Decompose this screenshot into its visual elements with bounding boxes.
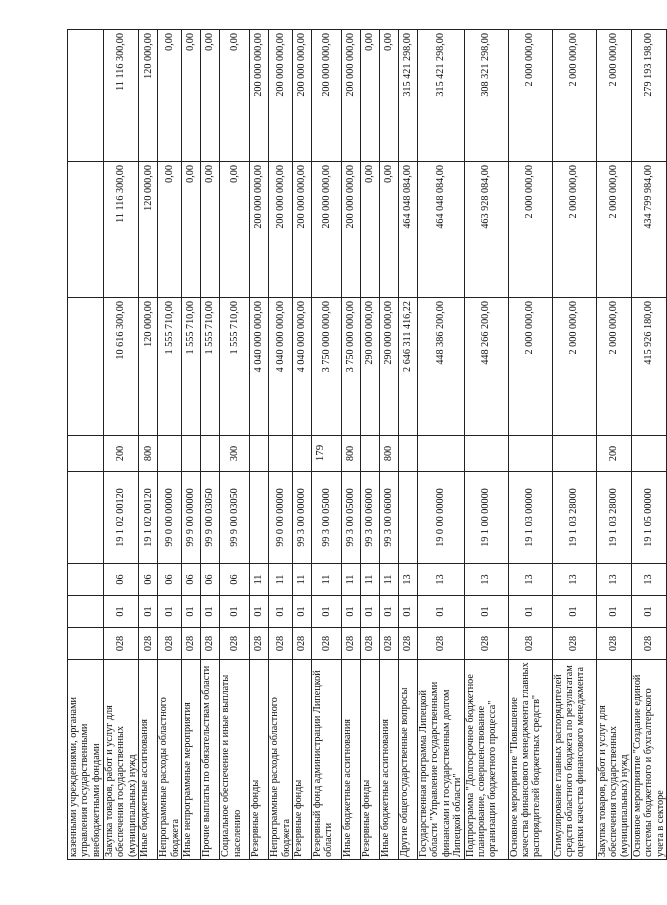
target-article-cell: 99 9 00 00000 [182,472,201,564]
ministry-code-cell: 028 [417,628,464,660]
expense-type-cell [292,436,311,472]
table-row [139,30,158,860]
expense-type-cell [68,436,104,472]
amount-year-1-cell: 120 000,00 [139,298,158,436]
target-article-cell: 99 3 00 00000 [292,472,311,564]
section-code-cell: 01 [360,596,379,628]
subsection-code-cell [68,564,104,596]
expense-type-cell [182,436,201,472]
amount-year-2-cell: 463 928 084,00 [464,162,508,298]
row-name-cell: Непрограммные расходы областного бюджета [269,660,293,860]
amount-year-1-cell: 4 040 000 000,00 [250,298,269,436]
row-name-cell: Иные бюджетные ассигнования [341,660,360,860]
expense-type-cell [552,436,596,472]
amount-year-1-cell: 2 000 000,00 [596,298,631,436]
amount-year-3-cell: 200 000 000,00 [311,30,341,162]
amount-year-2-cell: 11 116 300,00 [104,162,139,298]
table-row [68,30,104,860]
ministry-code-cell: 028 [269,628,293,660]
amount-year-2-cell: 464 048 084,00 [398,162,417,298]
table-row [596,30,631,860]
subsection-code-cell: 11 [360,564,379,596]
subsection-code-cell: 11 [292,564,311,596]
expense-type-cell: 200 [596,436,631,472]
amount-year-3-cell: 279 193 198,00 [631,30,666,162]
ministry-code-cell: 028 [552,628,596,660]
amount-year-3-cell: 0,00 [360,30,379,162]
target-article-cell: 19 1 00 00000 [464,472,508,564]
section-code-cell: 01 [201,596,220,628]
amount-year-2-cell: 120 000,00 [139,162,158,298]
page-number: 179 [314,444,326,462]
target-article-cell: 99 3 00 05000 [341,472,360,564]
subsection-code-cell: 06 [182,564,201,596]
expense-type-cell: 300 [220,436,250,472]
ministry-code-cell: 028 [139,628,158,660]
amount-year-1-cell: 1 555 710,00 [201,298,220,436]
amount-year-1-cell: 290 000 000,00 [360,298,379,436]
ministry-code-cell: 028 [182,628,201,660]
expense-type-cell [311,436,341,472]
ministry-code-cell: 028 [631,628,666,660]
budget-table-rotated [67,30,666,860]
expense-type-cell: 800 [379,436,398,472]
target-article-cell: 19 1 03 28000 [552,472,596,564]
amount-year-2-cell [68,162,104,298]
target-article-cell [68,472,104,564]
row-name-cell: Закупка товаров, работ и услуг для обеспечения государственных (муниципальных) нужд [596,660,631,860]
section-code-cell: 01 [341,596,360,628]
subsection-code-cell: 06 [158,564,182,596]
row-name-cell: казенными учреждениями, органами управления государственными внебюджетными фондами [68,660,104,860]
amount-year-2-cell: 0,00 [379,162,398,298]
ministry-code-cell: 028 [158,628,182,660]
amount-year-3-cell: 200 000 000,00 [269,30,293,162]
amount-year-3-cell: 200 000 000,00 [250,30,269,162]
amount-year-3-cell: 2 000 000,00 [508,30,552,162]
ministry-code-cell: 028 [360,628,379,660]
subsection-code-cell: 11 [311,564,341,596]
amount-year-1-cell: 448 266 200,00 [464,298,508,436]
amount-year-2-cell: 434 799 984,00 [631,162,666,298]
section-code-cell: 01 [417,596,464,628]
amount-year-2-cell: 0,00 [158,162,182,298]
target-article-cell: 99 3 00 05000 [311,472,341,564]
expense-type-cell [269,436,293,472]
row-name-cell: Подпрограмма "Долгосрочное бюджетное планирование, совершенствование организации бюджетного процесса" [464,660,508,860]
section-code-cell: 01 [182,596,201,628]
amount-year-1-cell: 1 555 710,00 [158,298,182,436]
target-article-cell: 19 1 03 00000 [508,472,552,564]
ministry-code-cell: 028 [596,628,631,660]
expense-type-cell [360,436,379,472]
table-row [292,30,311,860]
table-row [341,30,360,860]
table-row [379,30,398,860]
amount-year-2-cell: 200 000 000,00 [250,162,269,298]
subsection-code-cell: 13 [508,564,552,596]
table-row [398,30,417,860]
table-row [508,30,552,860]
section-code-cell: 01 [398,596,417,628]
ministry-code-cell: 028 [292,628,311,660]
row-name-cell: Основное мероприятие "Повышение качества финансового менеджмента главных распорядителей бюджетных средств" [508,660,552,860]
target-article-cell: 99 9 00 03050 [201,472,220,564]
amount-year-3-cell: 0,00 [379,30,398,162]
expense-type-cell [158,436,182,472]
section-code-cell: 01 [379,596,398,628]
subsection-code-cell: 13 [464,564,508,596]
amount-year-1-cell: 448 386 200,00 [417,298,464,436]
section-code-cell: 01 [220,596,250,628]
ministry-code-cell: 028 [250,628,269,660]
row-name-cell: Закупка товаров, работ и услуг для обеспечения государственных (муниципальных) нужд [104,660,139,860]
subsection-code-cell: 13 [417,564,464,596]
section-code-cell: 01 [250,596,269,628]
table-row [552,30,596,860]
amount-year-3-cell: 0,00 [201,30,220,162]
amount-year-3-cell: 200 000 000,00 [341,30,360,162]
amount-year-2-cell: 2 000 000,00 [508,162,552,298]
expense-type-cell [398,436,417,472]
target-article-cell: 19 1 02 00120 [104,472,139,564]
row-name-cell: Другие общегосударственные вопросы [398,660,417,860]
amount-year-2-cell: 2 000 000,00 [552,162,596,298]
subsection-code-cell: 11 [269,564,293,596]
row-name-cell: Резервные фонды [250,660,269,860]
amount-year-2-cell: 0,00 [360,162,379,298]
expense-type-cell: 200 [104,436,139,472]
row-name-cell: Непрограммные расходы областного бюджета [158,660,182,860]
amount-year-3-cell: 200 000 000,00 [292,30,311,162]
table-row [250,30,269,860]
expense-type-cell [250,436,269,472]
row-name-cell: Резервные фонды [360,660,379,860]
ministry-code-cell: 028 [201,628,220,660]
section-code-cell: 01 [104,596,139,628]
amount-year-2-cell: 200 000 000,00 [269,162,293,298]
target-article-cell: 99 0 00 00000 [158,472,182,564]
section-code-cell: 01 [311,596,341,628]
subsection-code-cell: 11 [250,564,269,596]
section-code-cell: 01 [139,596,158,628]
amount-year-1-cell: 415 926 180,00 [631,298,666,436]
expense-type-cell: 800 [341,436,360,472]
amount-year-2-cell: 2 000 000,00 [596,162,631,298]
table-row [464,30,508,860]
ministry-code-cell: 028 [311,628,341,660]
amount-year-3-cell: 315 421 298,00 [398,30,417,162]
target-article-cell: 99 9 00 03050 [220,472,250,564]
amount-year-2-cell: 464 048 084,00 [417,162,464,298]
target-article-cell: 19 1 05 00000 [631,472,666,564]
ministry-code-cell [68,628,104,660]
ministry-code-cell: 028 [341,628,360,660]
target-article-cell [250,472,269,564]
subsection-code-cell: 06 [201,564,220,596]
expense-type-cell [464,436,508,472]
amount-year-1-cell: 1 555 710,00 [182,298,201,436]
row-name-cell: Прочие выплаты по обязательствам области [201,660,220,860]
amount-year-3-cell: 120 000,00 [139,30,158,162]
section-code-cell: 01 [464,596,508,628]
amount-year-3-cell [68,30,104,162]
section-code-cell: 01 [292,596,311,628]
table-body [68,30,667,860]
subsection-code-cell: 06 [104,564,139,596]
amount-year-3-cell: 11 116 300,00 [104,30,139,162]
table-row [182,30,201,860]
table-row [360,30,379,860]
ministry-code-cell: 028 [508,628,552,660]
section-code-cell: 01 [508,596,552,628]
amount-year-3-cell: 308 321 298,00 [464,30,508,162]
expense-type-cell [508,436,552,472]
section-code-cell: 01 [596,596,631,628]
amount-year-1-cell: 10 616 300,00 [104,298,139,436]
row-name-cell: Резервный фонд администрации Липецкой области [311,660,341,860]
amount-year-3-cell: 0,00 [158,30,182,162]
target-article-cell: 99 3 00 06000 [379,472,398,564]
subsection-code-cell: 11 [341,564,360,596]
row-name-cell: Стимулирование главных распорядителей средств областного бюджета по результатам оценки качества финансового менеджмента [552,660,596,860]
budget-table [67,29,667,860]
row-name-cell: Резервные фонды [292,660,311,860]
amount-year-1-cell: 4 040 000 000,00 [269,298,293,436]
expense-type-cell [201,436,220,472]
table-row [158,30,182,860]
amount-year-2-cell: 0,00 [201,162,220,298]
amount-year-1-cell [68,298,104,436]
amount-year-1-cell: 2 000 000,00 [552,298,596,436]
target-article-cell: 19 1 02 00120 [139,472,158,564]
subsection-code-cell: 13 [552,564,596,596]
amount-year-3-cell: 0,00 [220,30,250,162]
ministry-code-cell: 028 [398,628,417,660]
table-row [631,30,666,860]
amount-year-2-cell: 0,00 [220,162,250,298]
amount-year-1-cell: 3 750 000 000,00 [341,298,360,436]
amount-year-2-cell: 200 000 000,00 [292,162,311,298]
ministry-code-cell: 028 [220,628,250,660]
row-name-cell: Иные бюджетные ассигнования [139,660,158,860]
amount-year-1-cell: 290 000 000,00 [379,298,398,436]
amount-year-1-cell: 2 646 311 416,22 [398,298,417,436]
section-code-cell [68,596,104,628]
subsection-code-cell: 11 [379,564,398,596]
amount-year-3-cell: 2 000 000,00 [552,30,596,162]
row-name-cell: Основное мероприятие "Создание единой системы бюджетного и бухгалтерского учета в секторе [631,660,666,860]
target-article-cell: 99 0 00 00000 [269,472,293,564]
amount-year-3-cell: 315 421 298,00 [417,30,464,162]
row-name-cell: Социальное обеспечение и иные выплаты населению [220,660,250,860]
ministry-code-cell: 028 [379,628,398,660]
row-name-cell: Иные непрограммные мероприятия [182,660,201,860]
section-code-cell: 01 [552,596,596,628]
target-article-cell: 99 3 00 06000 [360,472,379,564]
section-code-cell: 01 [158,596,182,628]
ministry-code-cell: 028 [464,628,508,660]
amount-year-1-cell: 1 555 710,00 [220,298,250,436]
subsection-code-cell: 06 [139,564,158,596]
amount-year-2-cell: 200 000 000,00 [341,162,360,298]
amount-year-3-cell: 0,00 [182,30,201,162]
table-row [269,30,293,860]
expense-type-cell: 800 [139,436,158,472]
subsection-code-cell: 13 [398,564,417,596]
row-name-cell: Государственная программа Липецкой области "Управление государственными финансами и государственным долгом Липецкой области" [417,660,464,860]
amount-year-1-cell: 3 750 000 000,00 [311,298,341,436]
section-code-cell: 01 [631,596,666,628]
target-article-cell: 19 0 00 00000 [417,472,464,564]
target-article-cell [398,472,417,564]
ministry-code-cell: 028 [104,628,139,660]
table-row [104,30,139,860]
subsection-code-cell: 13 [596,564,631,596]
table-row [201,30,220,860]
expense-type-cell [417,436,464,472]
section-code-cell: 01 [269,596,293,628]
table-row [220,30,250,860]
amount-year-2-cell: 200 000 000,00 [311,162,341,298]
target-article-cell: 19 1 03 28000 [596,472,631,564]
amount-year-1-cell: 4 040 000 000,00 [292,298,311,436]
expense-type-cell [631,436,666,472]
table-row [417,30,464,860]
amount-year-1-cell: 2 000 000,00 [508,298,552,436]
subsection-code-cell: 06 [220,564,250,596]
subsection-code-cell: 13 [631,564,666,596]
amount-year-3-cell: 2 000 000,00 [596,30,631,162]
row-name-cell: Иные бюджетные ассигнования [379,660,398,860]
amount-year-2-cell: 0,00 [182,162,201,298]
table-row [311,30,341,860]
